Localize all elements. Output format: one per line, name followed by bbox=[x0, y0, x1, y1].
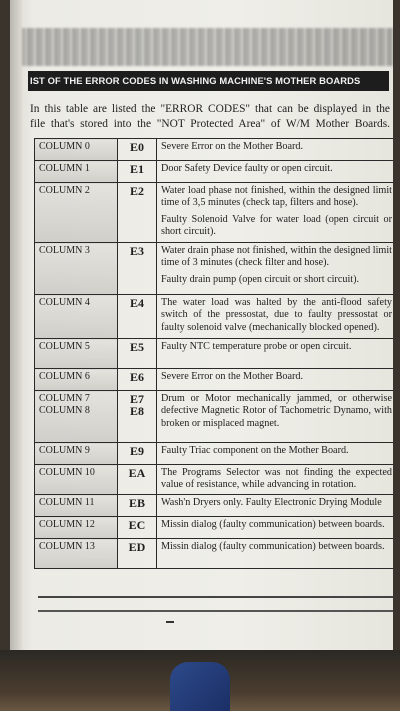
column-cell bbox=[35, 391, 118, 443]
column-cell bbox=[35, 243, 118, 295]
column-label: COLUMN 6 bbox=[39, 371, 90, 382]
error-code-cell bbox=[118, 443, 157, 465]
table-row bbox=[35, 339, 394, 369]
table-row bbox=[35, 517, 394, 539]
intro-line-1: In this table are listed the "ERROR CODES" that can be displayed in the bbox=[30, 103, 390, 115]
page-edge bbox=[10, 0, 22, 650]
column-label: COLUMN 5 bbox=[39, 341, 90, 352]
error-code: E5 bbox=[129, 340, 144, 354]
table-row bbox=[35, 539, 394, 569]
column-label: COLUMN 2 bbox=[39, 185, 90, 196]
table-row bbox=[35, 295, 394, 339]
description-text: Faulty Triac component on the Mother Board. bbox=[161, 445, 349, 456]
description-cell bbox=[157, 391, 394, 443]
error-codes-table bbox=[34, 138, 393, 569]
description-text: Faulty drain pump (open circuit or short circuit). bbox=[161, 273, 360, 285]
column-cell bbox=[35, 295, 118, 339]
error-code-cell bbox=[118, 295, 157, 339]
table-row bbox=[35, 391, 394, 443]
error-code-cell bbox=[118, 183, 157, 243]
column-label: COLUMN 3 bbox=[39, 245, 90, 256]
document-page bbox=[10, 0, 393, 650]
description-text: Wash'n Dryers only. Faulty Electronic Drying Module bbox=[161, 497, 382, 508]
description-cell bbox=[157, 161, 394, 183]
error-code: E4 bbox=[129, 296, 144, 310]
description-cell bbox=[157, 443, 394, 465]
description-text: Drum or Motor mechanically jammed, or otherwise defective Magnetic Rotor of Tachometric Dynamo, with broken or misplaced magnet. bbox=[161, 393, 392, 429]
description-text: Severe Error on the Mother Board. bbox=[161, 141, 304, 152]
error-code-cell bbox=[118, 369, 157, 391]
table-row bbox=[35, 183, 394, 243]
error-code-cell bbox=[118, 495, 157, 517]
description-text: Severe Error on the Mother Board. bbox=[161, 371, 304, 382]
error-code-cell bbox=[118, 139, 157, 161]
bottom-rule-2 bbox=[38, 610, 393, 612]
description-text: Faulty NTC temperature probe or open circuit. bbox=[161, 341, 352, 352]
column-label: COLUMN 8 bbox=[39, 405, 90, 417]
intro-paragraph bbox=[30, 102, 390, 132]
column-cell bbox=[35, 161, 118, 183]
description-cell bbox=[157, 495, 394, 517]
error-code-cell bbox=[118, 391, 157, 443]
error-code-cell bbox=[118, 339, 157, 369]
description-text: Water drain phase not finished, within the designed limit time of 3 minutes (check filter and hose). bbox=[161, 245, 392, 269]
error-code: E7 bbox=[129, 392, 144, 406]
intro-line-2: file that's stored into the "NOT Protected Area" of W/M Mother Boards. bbox=[30, 118, 390, 130]
bottom-rule bbox=[38, 596, 393, 598]
error-code-cell bbox=[118, 161, 157, 183]
column-cell bbox=[35, 369, 118, 391]
column-label: COLUMN 4 bbox=[39, 297, 90, 308]
column-cell bbox=[35, 443, 118, 465]
description-cell bbox=[157, 539, 394, 569]
description-cell bbox=[157, 139, 394, 161]
column-label: COLUMN 10 bbox=[39, 467, 95, 478]
table-row bbox=[35, 369, 394, 391]
error-code-cell bbox=[118, 539, 157, 569]
column-label: COLUMN 12 bbox=[39, 519, 95, 530]
description-cell bbox=[157, 295, 394, 339]
page-title: IST OF THE ERROR CODES IN WASHING MACHINE'S MOTHER BOARDS bbox=[28, 71, 389, 91]
column-label: COLUMN 7 bbox=[39, 393, 90, 404]
description-cell bbox=[157, 369, 394, 391]
error-code: EC bbox=[128, 518, 146, 532]
error-code: E3 bbox=[129, 244, 144, 258]
column-cell bbox=[35, 139, 118, 161]
page-dash bbox=[166, 621, 174, 623]
table-row bbox=[35, 139, 394, 161]
table-row bbox=[35, 495, 394, 517]
description-cell bbox=[157, 339, 394, 369]
description-text: Missin dialog (faulty communication) between boards. bbox=[161, 541, 385, 552]
table-row bbox=[35, 243, 394, 295]
error-code: ED bbox=[128, 540, 146, 554]
description-text: Door Safety Device faulty or open circuit. bbox=[161, 163, 333, 174]
error-code: E1 bbox=[129, 162, 144, 176]
description-text: The water load was halted by the anti-flood safety switch of the pressostat, due to faulty pressostat or faulty solenoid valve (mechanically blocked opened). bbox=[161, 297, 392, 333]
error-code: E8 bbox=[129, 404, 144, 419]
error-code: EB bbox=[128, 496, 145, 510]
error-code: E0 bbox=[129, 140, 144, 154]
column-cell bbox=[35, 339, 118, 369]
error-codes-body bbox=[35, 139, 394, 569]
description-text: Faulty Solenoid Valve for water load (open circuit or short circuit). bbox=[161, 213, 392, 238]
column-cell bbox=[35, 465, 118, 495]
description-cell bbox=[157, 465, 394, 495]
column-label: COLUMN 0 bbox=[39, 141, 90, 152]
description-cell bbox=[157, 517, 394, 539]
error-code: E6 bbox=[129, 370, 144, 384]
table-row bbox=[35, 465, 394, 495]
table-row bbox=[35, 161, 394, 183]
photocopy-shadow bbox=[22, 28, 393, 66]
error-code-cell bbox=[118, 465, 157, 495]
error-code: EA bbox=[128, 466, 146, 480]
table-row bbox=[35, 443, 394, 465]
column-label: COLUMN 9 bbox=[39, 445, 90, 456]
description-text: Missin dialog (faulty communication) between boards. bbox=[161, 519, 385, 530]
description-cell bbox=[157, 183, 394, 243]
column-label: COLUMN 1 bbox=[39, 163, 90, 174]
column-cell bbox=[35, 183, 118, 243]
column-cell bbox=[35, 495, 118, 517]
background-object bbox=[170, 662, 230, 711]
error-code-cell bbox=[118, 243, 157, 295]
column-label: COLUMN 13 bbox=[39, 541, 95, 552]
column-label: COLUMN 11 bbox=[39, 497, 95, 508]
column-cell bbox=[35, 539, 118, 569]
column-cell bbox=[35, 517, 118, 539]
error-code: E2 bbox=[129, 184, 144, 198]
error-code: E9 bbox=[129, 444, 144, 458]
description-text: The Programs Selector was not finding the expected value of resistance, while advancing in rotation. bbox=[161, 467, 392, 491]
error-code-cell bbox=[118, 517, 157, 539]
description-text: Water load phase not finished, within the designed limit time of 3,5 minutes (check tap, filters and hose). bbox=[161, 185, 392, 209]
description-cell bbox=[157, 243, 394, 295]
